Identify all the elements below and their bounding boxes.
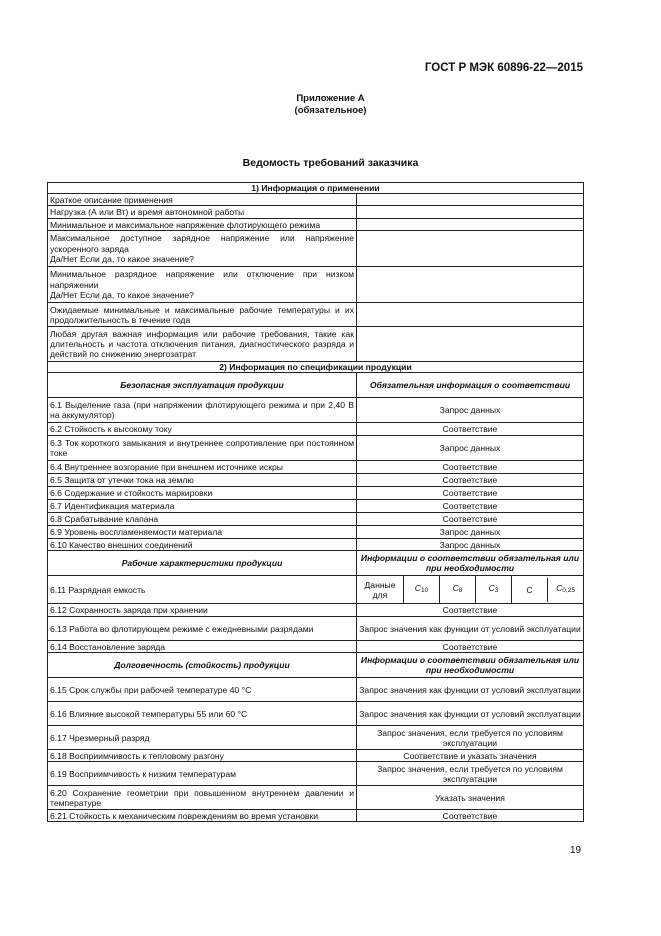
document-code: ГОСТ Р МЭК 60896-22—2015 [424,62,583,74]
table-row [48,423,584,436]
capacity-row [48,576,584,604]
row-label-question: Да/Нет Если да, то какое значение? [50,289,194,300]
durability-header-right: Информации о соответствии обязательная или при необходимости [357,653,584,678]
row-label: 6.7 Идентификация материала [48,500,357,513]
safety-header-left: Безопасная эксплуатация продукции [48,373,357,398]
performance-header-left: Рабочие характеристики продукции [48,551,357,576]
row-value: Запрос данных [357,526,584,539]
table-row [48,327,584,362]
table-row [48,617,584,641]
row-label-text: Минимальное разрядное напряжение или отключение при низком напряжении [50,269,354,290]
table-row [48,206,584,219]
annex-heading [0,93,661,117]
row-label: 6.14 Восстановление заряда [48,641,357,653]
table-row [48,539,584,551]
row-label: 6.5 Защита от утечки тока на землю [48,474,357,487]
row-value: Указать значения [357,786,584,810]
annex-subtitle: (обязательное) [294,105,367,116]
subheader-row [48,373,584,398]
requirements-table [47,182,584,822]
row-label: 6.13 Работа во флотирующем режиме с ежедневными разрядами [48,617,357,641]
row-value: Соответствие [357,500,584,513]
annex-title: Приложение А [296,93,365,104]
safety-header-right: Обязательная информация о соответствии [357,373,584,398]
table-row [48,604,584,617]
table-row [48,461,584,474]
row-value: Соответствие [357,810,584,822]
row-value: Запрос значения как функции от условий эксплуатации [357,678,584,702]
section-header-row [48,183,584,194]
row-label: 6.3 Ток короткого замыкания и внутреннее сопротивление при постоянном токе [48,436,357,461]
row-label: 6.17 Чрезмерный разряд [48,726,357,750]
row-label [48,267,357,303]
row-label: 6.20 Сохранение геометрии при повышенном внутреннем давлении и температуре [48,786,357,810]
rate-c3: C3 [476,576,512,604]
table-row [48,303,584,327]
rate-split-cell [512,576,584,604]
input-cell[interactable] [357,206,584,219]
input-cell[interactable] [357,231,584,267]
document-title: Ведомость требований заказчика [242,157,419,169]
table-row [48,786,584,810]
row-value: Соответствие [357,461,584,474]
input-cell[interactable] [357,194,584,206]
row-value: Соответствие [357,487,584,500]
row-label [48,231,357,267]
row-label: Ожидаемые минимальные и максимальные рабочие температуры и их продолжительность в течение года [48,303,357,327]
row-label-text: Максимальное доступное зарядное напряжение или напряжение ускоренного заряда [50,233,354,254]
row-label: Любая другая важная информация или рабочие требования, такие как длительность и частота отключения питания, диагностического разряда и действий по снижению энергозатрат [48,327,357,362]
row-label: 6.1 Выделение газа (при напряжении флотирующего режима и при 2,40 В на аккумулятор) [48,398,357,423]
table-row [48,702,584,726]
row-label-question: Да/Нет Если да, то какое значение? [50,253,194,264]
row-value: Запрос значения, если требуется по условиям эксплуатации [357,762,584,786]
table-row [48,436,584,461]
row-value: Соответствие [357,474,584,487]
table-row [48,487,584,500]
row-label: 6.6 Содержание и стойкость маркировки [48,487,357,500]
table-row [48,219,584,231]
row-value: Запрос данных [357,436,584,461]
table-row [48,726,584,750]
rate-c: C [512,578,548,602]
row-value: Запрос значения, если требуется по условиям эксплуатации [357,726,584,750]
table-row [48,762,584,786]
table-row [48,231,584,267]
row-label: 6.11 Разрядная емкость [48,576,357,604]
row-label: 6.12 Сохранность заряда при хранении [48,604,357,617]
row-label: 6.18 Восприимчивость к тепловому разгону [48,750,357,762]
row-label: 6.21 Стойкость к механическим повреждениям во время установки [48,810,357,822]
table-row [48,526,584,539]
table-row [48,500,584,513]
table-row [48,513,584,526]
row-label: Минимальное и максимальное напряжение флотирующего режима [48,219,357,231]
input-cell[interactable] [357,303,584,327]
input-cell[interactable] [357,267,584,303]
rate-c8: C8 [440,576,476,604]
row-value: Соответствие [357,641,584,653]
page-number: 19 [570,845,582,856]
row-label: 6.19 Восприимчивость к низким температурам [48,762,357,786]
input-cell[interactable] [357,327,584,362]
durability-header-left: Долговечность (стойкость) продукции [48,653,357,678]
subheader-row [48,551,584,576]
row-value: Соответствие и указать значения [357,750,584,762]
section-header-row [48,362,584,373]
row-label: Краткое описание применения [48,194,357,206]
table-row [48,678,584,702]
row-value: Соответствие [357,513,584,526]
rate-c10: C10 [404,576,440,604]
row-label: 6.10 Качество внешних соединений [48,539,357,551]
table-row [48,641,584,653]
performance-header-right: Информации о соответствии обязательная или при необходимости [357,551,584,576]
table-row [48,750,584,762]
row-value: Соответствие [357,604,584,617]
subheader-row [48,653,584,678]
data-for-label: Данные для [357,576,404,604]
table-row [48,810,584,822]
row-value: Соответствие [357,423,584,436]
row-label: 6.15 Срок службы при рабочей температуре 40 °С [48,678,357,702]
section-1-title: 1) Информация о применении [48,183,584,194]
table-row [48,194,584,206]
row-value: Запрос значения как функции от условий эксплуатации [357,617,584,641]
row-value: Запрос значения как функции от условий эксплуатации [357,702,584,726]
table-row [48,267,584,303]
row-value: Запрос данных [357,539,584,551]
section-2-title: 2) Информация по спецификации продукции [48,362,584,373]
row-label: 6.2 Стойкость к высокому току [48,423,357,436]
row-label: 6.9 Уровень воспламеняемости материала [48,526,357,539]
rate-c025: C0,25 [556,583,575,595]
row-label: 6.16 Влияние высокой температуры 55 или 60 °С [48,702,357,726]
input-cell[interactable] [357,219,584,231]
row-label: 6.4 Внутреннее возгорание при внешнем источнике искры [48,461,357,474]
row-label: Нагрузка (А или Вт) и время автономной работы [48,206,357,219]
table-row [48,398,584,423]
table-row [48,474,584,487]
row-label: 6.8 Срабатывание клапана [48,513,357,526]
row-value: Запрос данных [357,398,584,423]
